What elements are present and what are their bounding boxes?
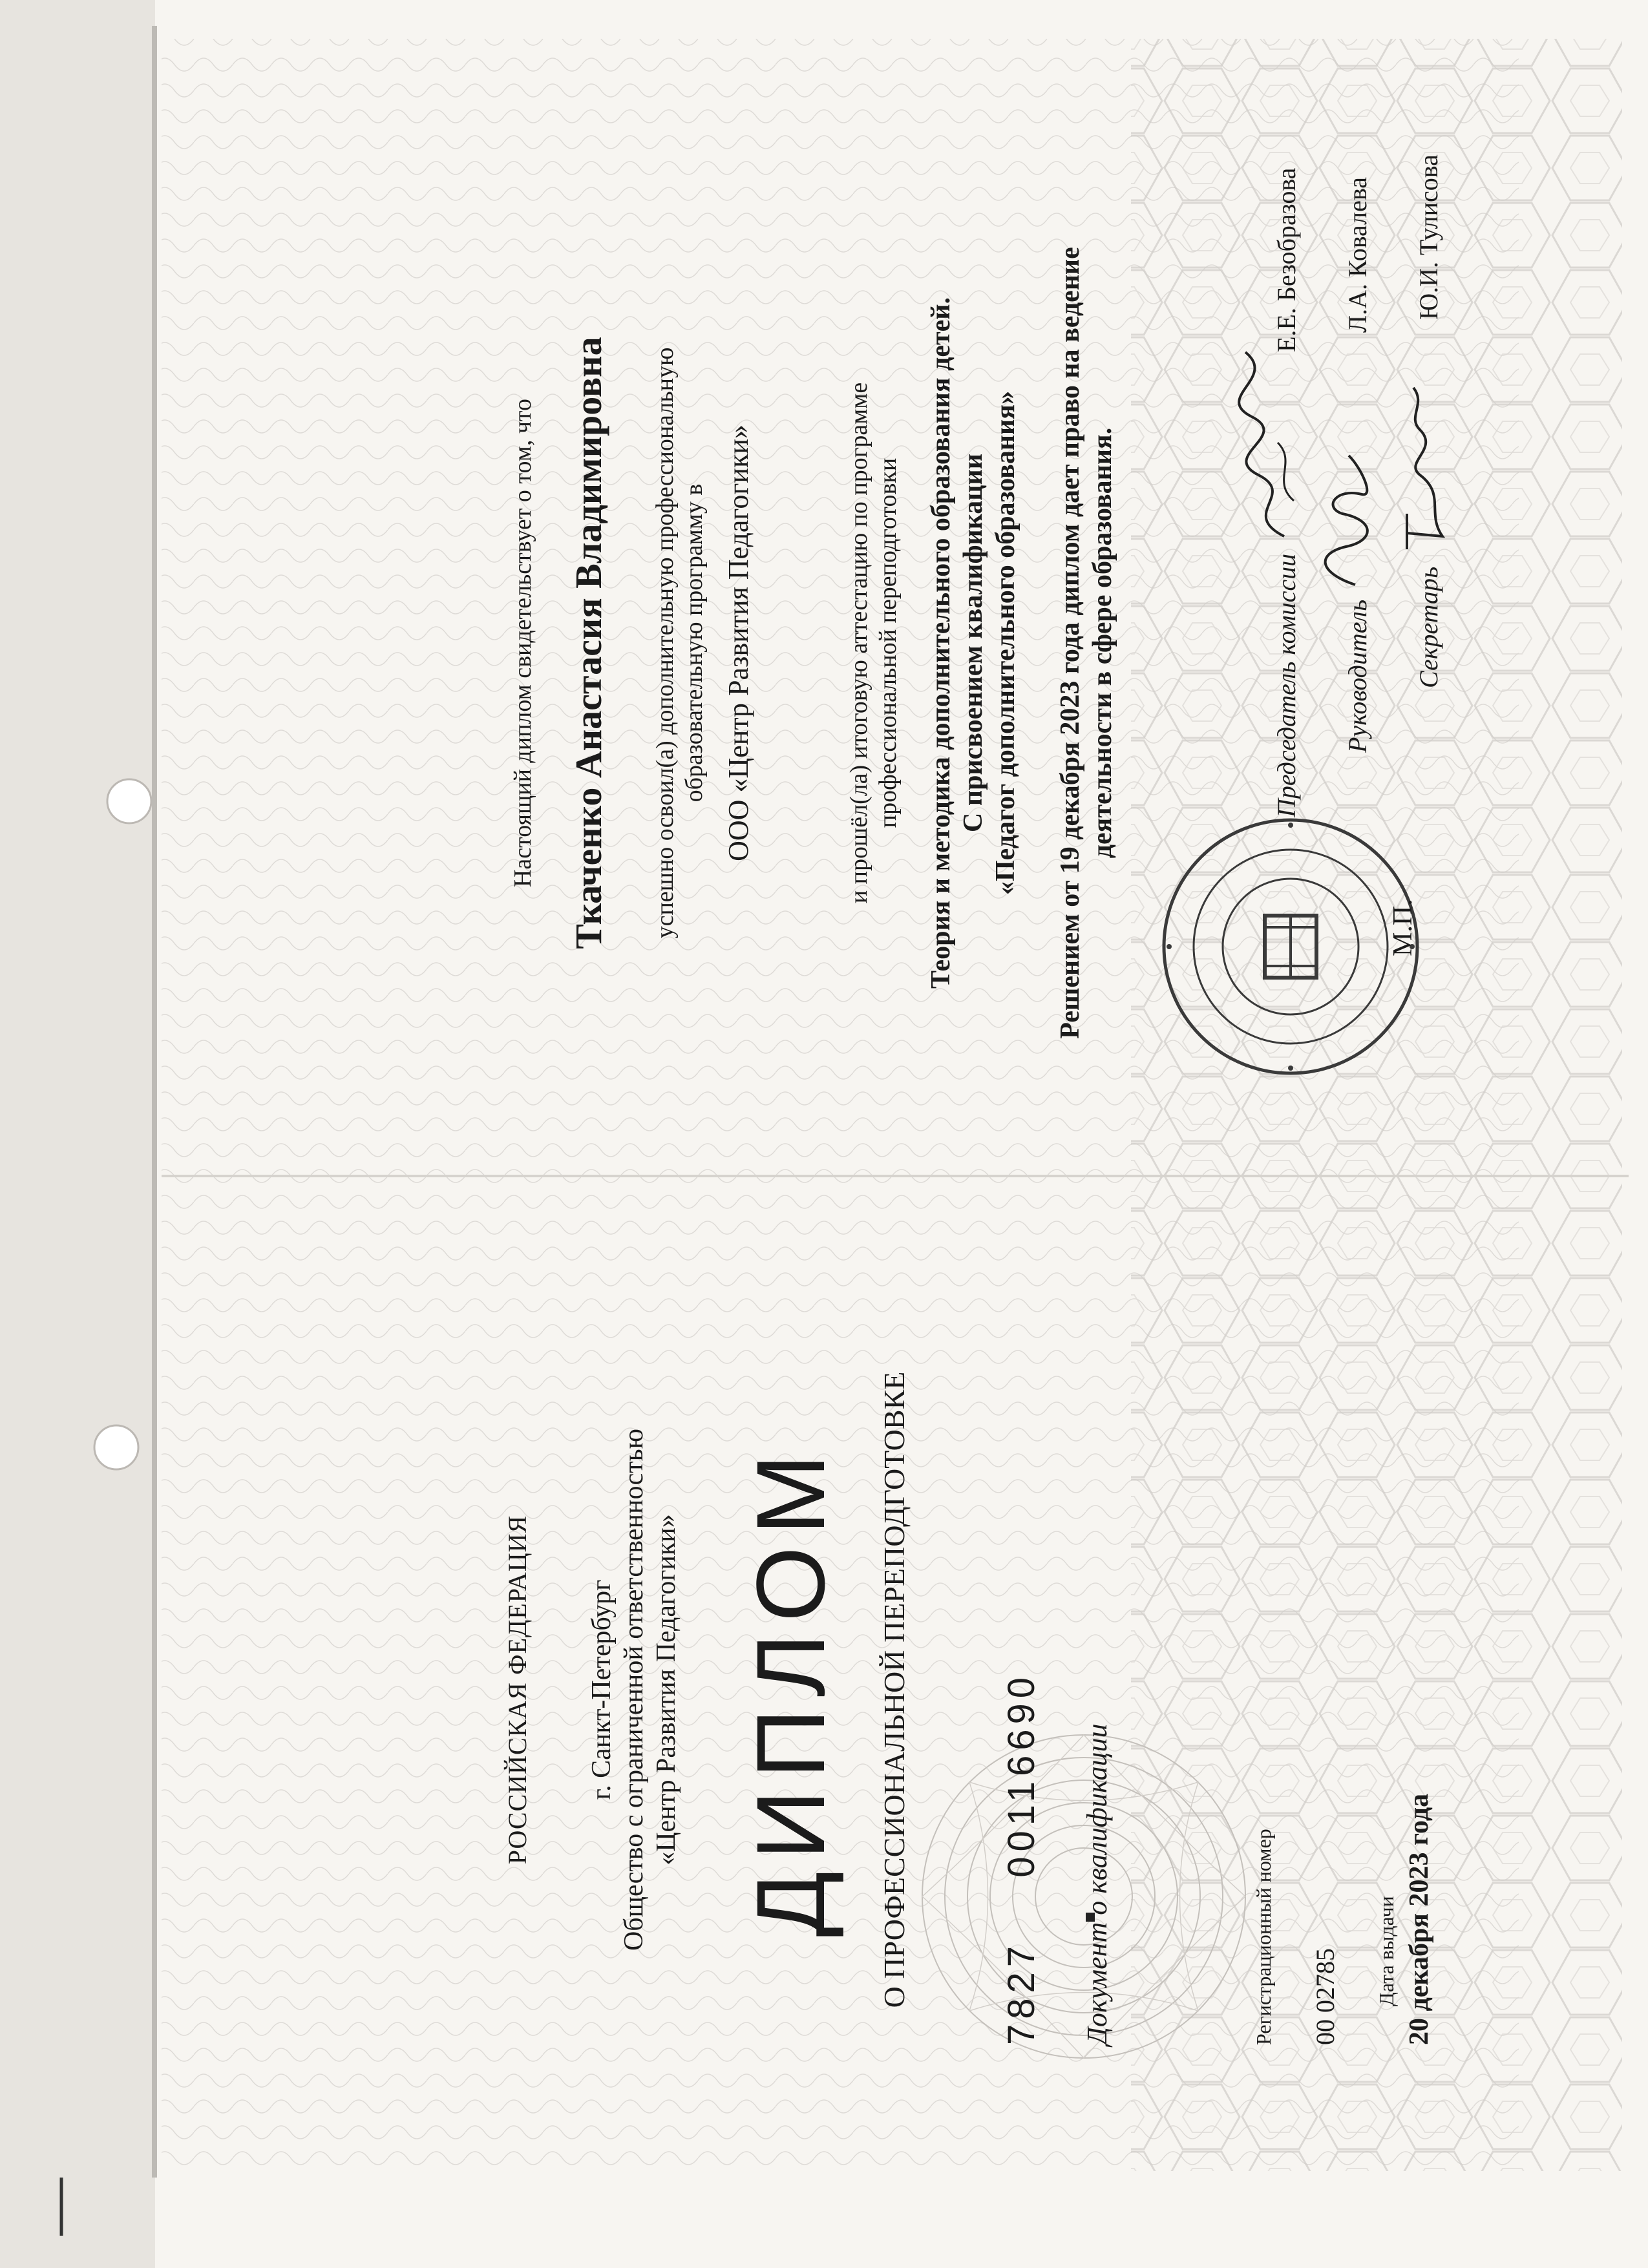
document-type: Документ о квалификации (1081, 1723, 1113, 2045)
mastered-line-2: образовательную программу в (681, 483, 708, 803)
serial-block (1000, 1399, 1043, 2045)
issue-date-label: Дата выдачи (1375, 1896, 1398, 2006)
registration-label: Регистрационный номер (1252, 1829, 1275, 2045)
diploma-series: 7827 (1000, 1940, 1042, 2045)
handwritten-signature-chair (1232, 346, 1304, 540)
seal-label: М.П. (1388, 899, 1418, 956)
signature-role-chair: Председатель комиссии (1272, 553, 1301, 817)
diploma-number: 00116690 (1000, 1672, 1042, 1878)
handwritten-signature-secretary (1381, 384, 1452, 552)
diploma-subtitle: О ПРОФЕССИОНАЛЬНОЙ ПЕРЕПОДГОТОВКЕ (878, 1371, 911, 2008)
program-name: Теория и методика дополнительного образования детей. (926, 297, 956, 989)
signature-name-chair: Е.Е. Безобразова (1272, 167, 1301, 352)
city-line: г. Санкт-Петербург (587, 1579, 617, 1800)
qualification-label: С присвоением квалификации (958, 454, 988, 832)
country-heading: РОССИЙСКАЯ ФЕДЕРАЦИЯ (503, 1515, 532, 1865)
intro-text: Настоящий диплом свидетельствует о том, что (509, 398, 536, 888)
institution-name: ООО «Центр Развития Педагогики» (723, 425, 754, 861)
handwritten-signature-head (1310, 449, 1381, 591)
attestation-line-2: профессиональной переподготовки (874, 457, 902, 828)
decision-line-1: Решением от 19 декабря 2023 года диплом дает право на ведение (1055, 247, 1085, 1039)
organization-name: «Центр Развития Педагогики» (651, 1514, 681, 1865)
signature-role-head: Руководитель (1343, 599, 1372, 753)
registration-number: 00 02785 (1311, 1948, 1340, 2045)
signature-role-secretary: Секретарь (1414, 566, 1443, 688)
mastered-line-1: успешно освоил(а) дополнительную профессиональную (651, 347, 679, 939)
recipient-name: Ткаченко Анастасия Владимировна (567, 337, 609, 949)
qualification-name: «Педагог дополнительного образования» (991, 391, 1020, 895)
attestation-line-1: и прошёл(ла) итоговую аттестацию по программе (845, 382, 872, 904)
signature-name-head: Л.А. Ковалева (1343, 177, 1372, 333)
signature-name-secretary: Ю.И. Тулисова (1414, 154, 1443, 320)
diploma-title: ДИПЛОМ (736, 1442, 845, 1937)
issue-date: 20 декабря 2023 года (1404, 1793, 1434, 2045)
decision-line-2: деятельности в сфере образования. (1088, 427, 1117, 859)
diploma-sheet (173, 74, 1478, 2194)
official-stamp-seal (1155, 811, 1426, 1082)
organization-line: Общество с ограниченной ответственностью (619, 1428, 649, 1951)
